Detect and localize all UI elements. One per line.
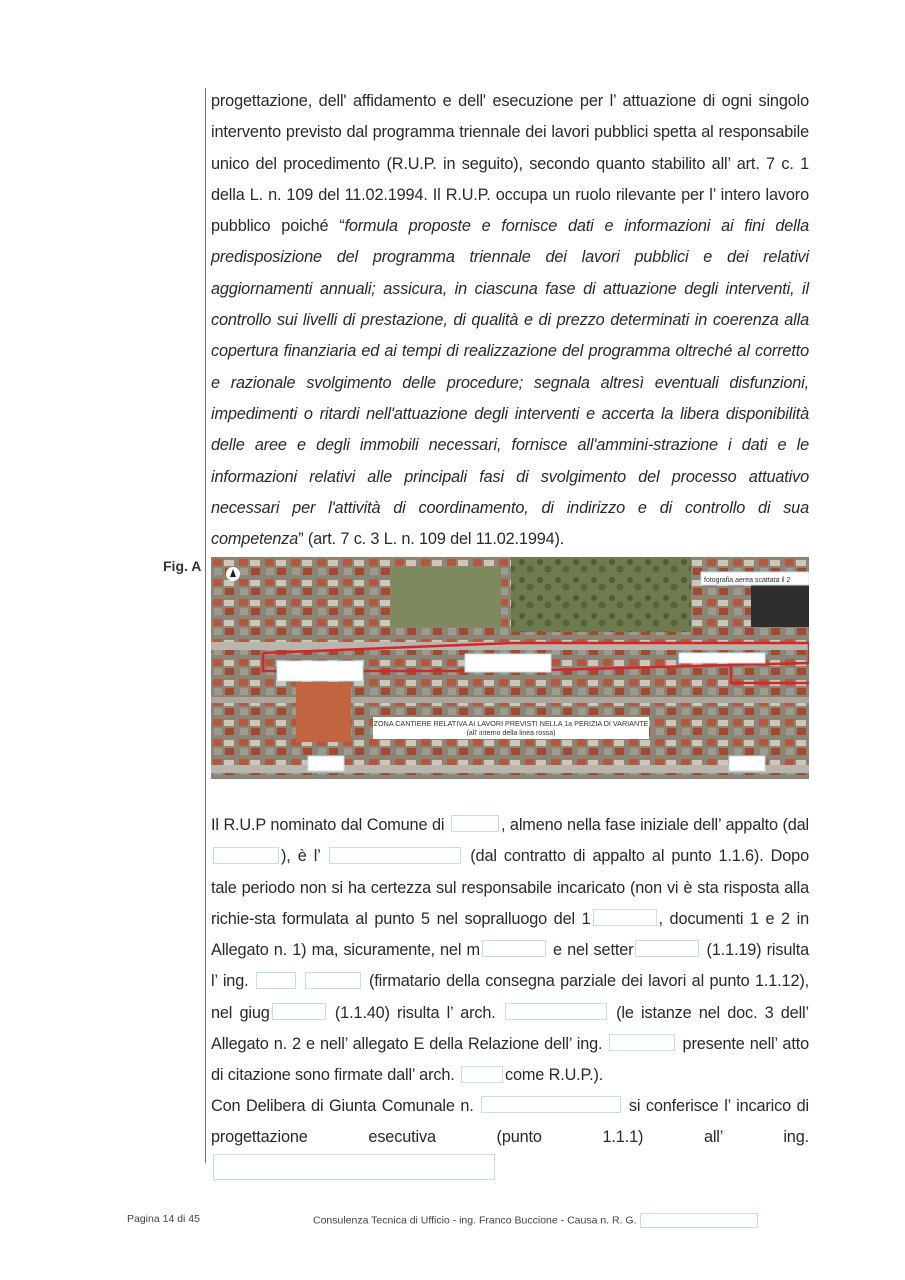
redacted-label [465, 654, 551, 672]
redacted-label [308, 756, 344, 771]
zone-label-line1: ZONA CANTIERE RELATIVA AI LAVORI PREVISTI NELLA 1a PERIZIA DI VARIANTE [373, 719, 649, 728]
paragraph-rup-role [211, 86, 809, 555]
photo-caption: fotografia aerea scattata il 2 [704, 577, 791, 584]
redaction-box [593, 909, 657, 926]
text-span: , documenti 1 e 2 in Allegato n. 1) ma, sicuramente, nel m [211, 909, 809, 960]
paragraph-text-end: ” (art. 7 c. 3 L. n. 109 del 11.02.1994). [298, 530, 565, 549]
redaction-box [461, 1066, 503, 1083]
redaction-box [272, 1003, 326, 1020]
redaction-box [329, 847, 461, 864]
paragraph-text: progettazione, dell' affidamento e dell' esecuzione per l’ attuazione di ogni singolo intervento previsto dal programma triennale dei lavori pubblici spetta al responsabile unico del procedimento (R.U.P. in seguito), secondo quanto stabilito all’ art. 7 c. 1 della L. n. 109 del 11.02.1994. Il R.U.P. occupa un ruolo rilevante per l’ intero lavoro pubblico poiché “ [211, 92, 809, 236]
text-span: (firmatario della consegna parziale dei lavori al punto 1.1.12), nel giug [211, 972, 810, 1022]
aerial-photo [211, 557, 809, 779]
redaction-box [213, 1154, 495, 1180]
redaction-box [213, 847, 279, 864]
text-span: (1.1.40) risulta l’ arch. [327, 1003, 503, 1022]
redaction-box [640, 1213, 758, 1228]
figure-label: Fig. A [163, 558, 202, 574]
redaction-box [451, 815, 499, 832]
footer-credit-text: Consulenza Tecnica di Ufficio - ing. Franco Buccione - Causa n. R. G. [313, 1214, 637, 1227]
text-span: Con Delibera di Giunta Comunale n. [211, 1097, 480, 1115]
redaction-box [505, 1003, 607, 1020]
redaction-box [305, 972, 361, 989]
text-span: si conferisce l’ incarico di progettazione esecutiva (punto 1.1.1) all’ ing. [211, 1097, 810, 1147]
text-span: , almeno nella fase iniziale dell’ appalto (dal [500, 816, 810, 834]
text-span: ), è l’ [281, 847, 328, 866]
text-span: Il R.U.P nominato dal Comune di [211, 816, 449, 834]
text-span: (le istanze nel doc. 3 dell’ Allegato n. 2 e nell’ allegato E della Relazione dell’ ing. [211, 1003, 809, 1054]
compass-icon [226, 567, 240, 581]
zone-label-line2: (all' interno della linea rossa) [466, 730, 556, 737]
text-span: e nel setter [547, 941, 634, 960]
redaction-box [482, 940, 546, 957]
text-span: (dal contratto di appalto al punto 1.1.6). Dopo tale periodo non si ha certezza sul responsabile incaricato (non vi è sta risposta alla richie-sta formulata al punto 5 nel sopralluogo del 1 [211, 847, 809, 928]
redacted-label [277, 661, 363, 681]
redaction-box [609, 1034, 675, 1051]
redacted-label [729, 756, 765, 771]
footer-credit [313, 1213, 758, 1228]
field [391, 567, 501, 627]
law-quotation: formula proposte e fornisce dati e informazioni ai fini della predisposizione del programma triennale dei lavori pubblici e dei relativi aggiornamenti annuali; assicura, in ciascuna fase di attuazione degli interventi, il controllo sui livelli di prestazione, di qualità e di prezzo determinati in coerenza alla copertura finanziaria ed ai tempi di realizzazione del programma oltreché al corretto e razionale svolgimento delle procedure; segnala altresì eventuali disfunzioni, impedimenti o ritardi nell'attuazione degli interventi e accerta la libera disponibilità delle aree e degli immobili necessari, fornisce all'ammini-strazione i dati e le informazioni relativi alle principali fasi di svolgimento del processo attuativo necessari per l'attività di coordinamento, di indirizzo e di controllo di sua competenza [211, 217, 809, 549]
text-span: come R.U.P.). [505, 1066, 604, 1085]
redaction-box [635, 940, 699, 957]
redaction-box [256, 972, 296, 989]
paragraph-rup-names [211, 810, 809, 1092]
green-area [511, 557, 691, 632]
text-span: presente nell’ atto di citazione sono firmate dall’ arch. [211, 1035, 809, 1085]
page-number: Pagina 14 di 45 [127, 1213, 200, 1225]
bottom-road [211, 765, 809, 773]
paragraph-delibera [211, 1091, 809, 1185]
industrial-roof [296, 682, 351, 742]
redaction-box [481, 1096, 621, 1113]
text-span: (1.1.19) risulta l’ ing. [211, 941, 809, 991]
left-margin-rule [205, 88, 206, 1163]
redacted-label [679, 653, 765, 663]
